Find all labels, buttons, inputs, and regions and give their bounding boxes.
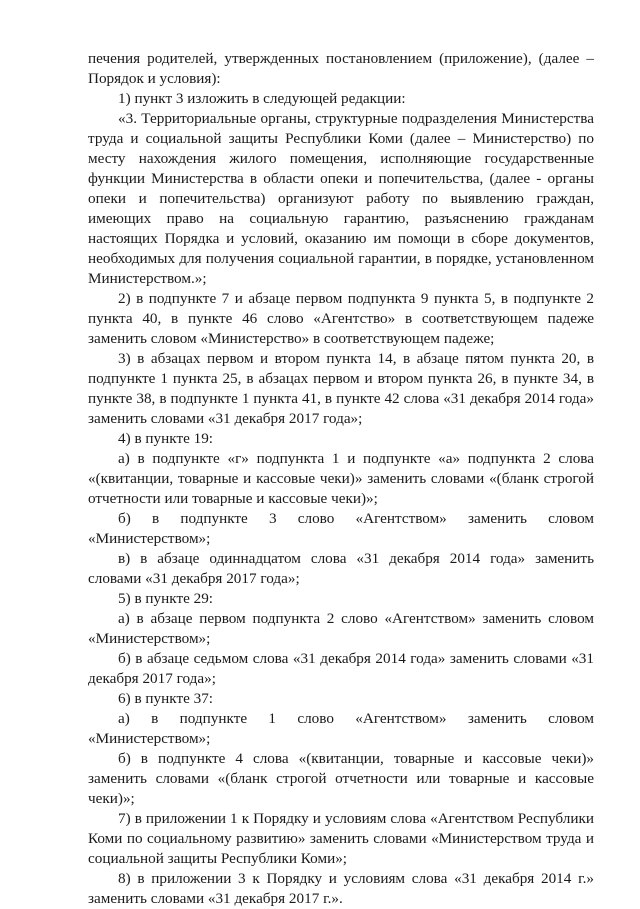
paragraph-item-2: 2) в подпункте 7 и абзаце первом подпункта 9 пункта 5, в подпункте 2 пункта 40, в пункте 46 слово «Агентство» в соответствующем падеже заменить словом «Министерство» в соответствующем падеже; xyxy=(88,290,594,347)
paragraph-item-5b: б) в абзаце седьмом слова «31 декабря 2014 года» заменить словами «31 декабря 2017 года»; xyxy=(88,650,594,687)
paragraph-item-7: 7) в приложении 1 к Порядку и условиям слова «Агентством Республики Коми по социальному развитию» заменить словами «Министерством труда и социальной защиты Республики Коми»; xyxy=(88,810,594,867)
paragraph-continuation: печения родителей, утвержденных постановлением (приложение), (далее – Порядок и условия): xyxy=(88,50,594,87)
paragraph-item-4c: в) в абзаце одиннадцатом слова «31 декабря 2014 года» заменить словами «31 декабря 2017 года»; xyxy=(88,550,594,587)
paragraph-item-8: 8) в приложении 3 к Порядку и условиям слова «31 декабря 2014 г.» заменить словами «31 декабря 2017 г.». xyxy=(88,870,594,907)
document-body xyxy=(88,49,594,909)
paragraph-item-4: 4) в пункте 19: xyxy=(118,430,214,447)
paragraph-item-1-text: «3. Территориальные органы, структурные подразделения Министерства труда и социальной защиты Республики Коми (далее – Министерство) по месту нахождения жилого помещения, исполняющие государственные функции Министерства в области опеки и попечительства, (далее - органы опеки и попечительства) организуют работу по выявлению граждан, имеющих право на социальную гарантию, разъяснению гражданам настоящих Порядка и условий, оказанию им помощи в сборе документов, необходимых для получения социальной гарантии, в порядке, установленном Министерством.»; xyxy=(88,110,594,287)
paragraph-item-6a: а) в подпункте 1 слово «Агентством» заменить словом «Министерством»; xyxy=(88,710,594,747)
paragraph-item-6b: б) в подпункте 4 слова «(квитанции, товарные и кассовые чеки)» заменить словами «(бланк строгой отчетности или товарные и кассовые чеки)»; xyxy=(88,750,594,807)
paragraph-item-4a: а) в подпункте «г» подпункта 1 и подпункте «а» подпункта 2 слова «(квитанции, товарные и кассовые чеки)» заменить словами «(бланк строгой отчетности или товарные и кассовые чеки)»; xyxy=(88,450,594,507)
paragraph-item-5a: а) в абзаце первом подпункта 2 слово «Агентством» заменить словом «Министерством»; xyxy=(88,610,594,647)
paragraph-item-5: 5) в пункте 29: xyxy=(118,590,214,607)
paragraph-item-6: 6) в пункте 37: xyxy=(118,690,214,707)
paragraph-item-1: 1) пункт 3 изложить в следующей редакции: xyxy=(118,90,406,107)
paragraph-item-3: 3) в абзацах первом и втором пункта 14, в абзаце пятом пункта 20, в подпункте 1 пункта 25, в абзацах первом и втором пункта 26, в пункте 34, в пункте 38, в подпункте 1 пункта 41, в пункте 42 слова «31 декабря 2014 года» заменить словами «31 декабря 2017 года»; xyxy=(88,350,594,427)
paragraph-item-4b: б) в подпункте 3 слово «Агентством» заменить словом «Министерством»; xyxy=(88,510,594,547)
